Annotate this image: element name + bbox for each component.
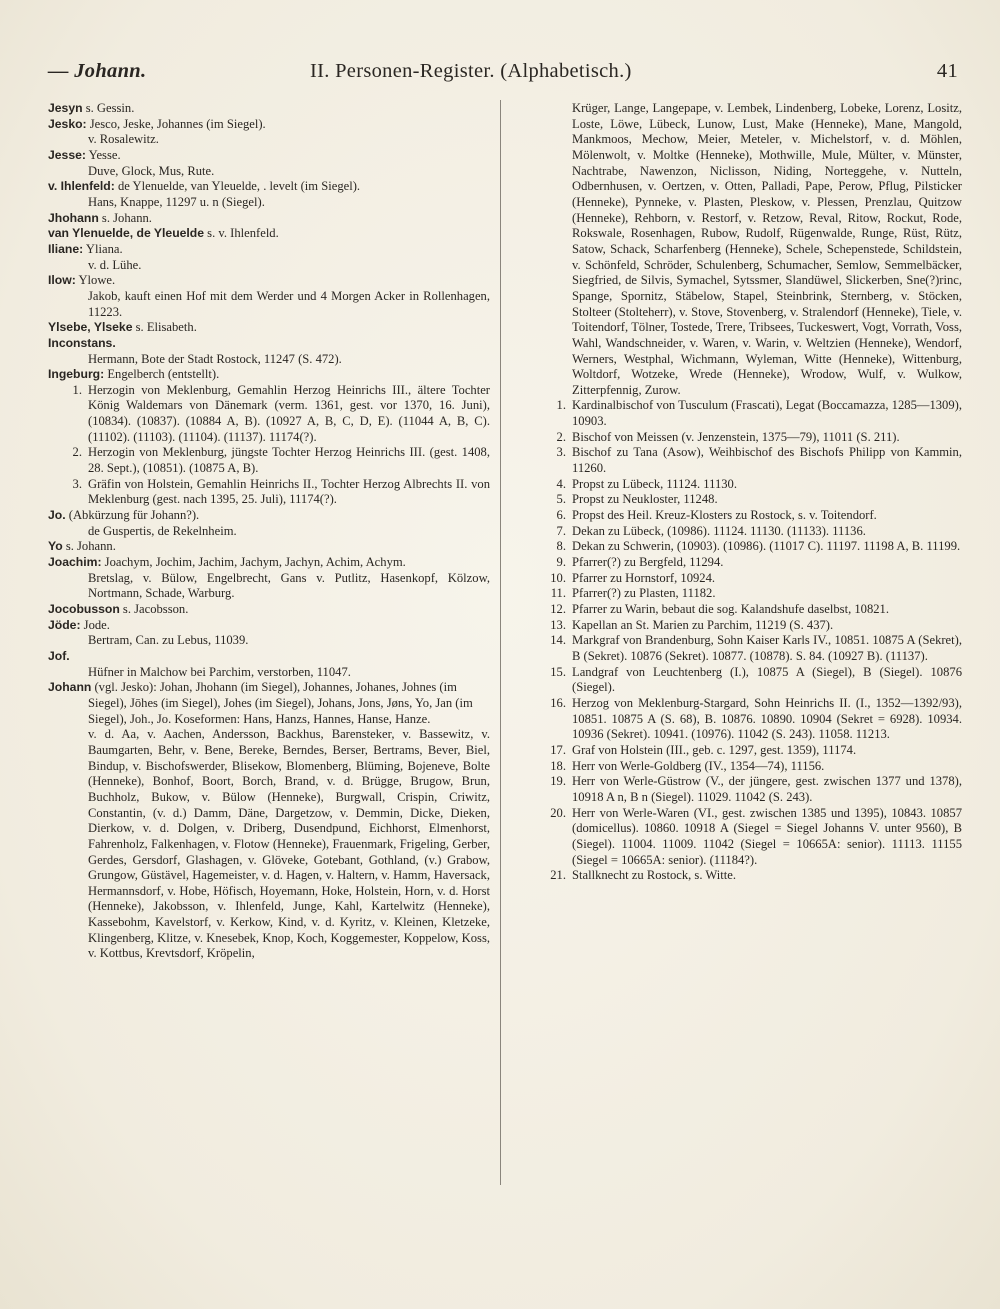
register-entry (48, 242, 490, 258)
entry-headword: Jesko: (48, 116, 87, 131)
entry-text: s. Johann. (62, 539, 116, 554)
subentry-text: Herr von Werle-Waren (VI., gest. zwischen 1385 und 1395), 10843. 10857 (domicellus). 10860. 10918 A (Siegel = Siegel Johanns V. unter 9560), B (Siegel). 11004. 11009. 11042 (Siegel = 10665A: senior). 11113. 11155 (Siegel = 10665A: senior). (11184?). (572, 805, 962, 867)
subentry-text: Kapellan an St. Marien zu Parchim, 11219 (S. 437). (572, 617, 834, 632)
subentry-text: Propst zu Lübeck, 11124. 11130. (572, 476, 737, 491)
subentry-text: Bischof von Meissen (v. Jenzenstein, 1375—79), 11011 (S. 211). (572, 429, 900, 444)
entry-headword: Yo (48, 539, 63, 554)
subentry-text: Pfarrer(?) zu Bergfeld, 11294. (572, 555, 724, 570)
subentry-number: 5. (556, 492, 566, 507)
entry-text: Joachym, Jochim, Jachim, Jachym, Jachyn, Achim, Achym. (101, 555, 406, 570)
subentry-number: 2. (556, 429, 566, 444)
numbered-subentry (532, 806, 962, 869)
register-entry (48, 680, 490, 727)
subentry-text: Herr von Werle-Güstrow (V., der jüngere, gest. zwischen 1377 und 1378), 10918 A n, B n (Siegel). 11029. 11042 (S. 243). (572, 774, 962, 804)
numbered-subentry (532, 477, 962, 493)
entry-headword: Jesse: (48, 147, 86, 162)
register-entry (48, 602, 490, 618)
entry-text: Yliana. (83, 241, 123, 256)
entry-headword: van Ylenuelde, de Yleuelde (48, 226, 205, 241)
subentry-text: Gräfin von Holstein, Gemahlin Heinrichs II., Tochter Herzog Albrechts II. von Meklenburg (gest. nach 1395, 25. Juli), 11174(?). (88, 476, 490, 507)
subentry-text: Bischof zu Tana (Asow), Weihbischof des Bischofs Philipp von Kammin, 11260. (572, 445, 962, 476)
numbered-subentry (532, 524, 962, 540)
entry-continuation: de Guspertis, de Rekelnheim. (88, 523, 237, 538)
register-entry (48, 117, 490, 133)
numbered-subentry (532, 618, 962, 634)
subentry-text: Propst des Heil. Kreuz-Klosters zu Rostock, s. v. Toitendorf. (572, 508, 877, 523)
numbered-subentry (532, 868, 962, 884)
entry-headword: Jocobusson (48, 602, 120, 616)
subentry-number: 1. (556, 398, 566, 413)
subentry-text: Pfarrer zu Hornstorf, 10924. (572, 570, 716, 585)
entry-text: s. v. Ihlenfeld. (204, 226, 279, 241)
entry-continuation: Hermann, Bote der Stadt Rostock, 11247 (S. 472). (88, 351, 342, 366)
numbered-subentry (532, 586, 962, 602)
subentry-number: 13. (550, 617, 566, 632)
subentry-number: 20. (550, 805, 566, 820)
numbered-subentry (532, 696, 962, 743)
numbered-subentry (532, 571, 962, 587)
subentry-text: Herzogin von Meklenburg, Gemahlin Herzog Heinrichs III., ältere Tochter König Waldemars von Dänemark (verm. 1361, gest. vor 1370, 16. Juni), (10834). (10837). (10884 A, B). (10927 A, B, C, D, E). (11044 A, B, C). (11102). (11103). (11104). (11137). 11174(?). (88, 382, 490, 444)
entry-text: s. Gessin. (82, 101, 135, 115)
numbered-subentry (532, 445, 962, 476)
subentry-number: 14. (550, 633, 566, 648)
entry-headword: Johann (48, 680, 92, 695)
numbered-subentry (532, 398, 962, 429)
subentry-number: 1. (72, 382, 82, 397)
subentry-number: 12. (550, 602, 566, 616)
entry-continuation: Duve, Glock, Mus, Rute. (88, 163, 215, 178)
entry-continuation: Bertram, Can. zu Lebus, 11039. (88, 633, 249, 648)
subentry-number: 19. (550, 774, 566, 789)
subentry-number: 16. (550, 695, 566, 710)
subentry-number: 8. (556, 539, 566, 554)
numbered-subentry (532, 743, 962, 759)
subentry-number: 2. (72, 445, 82, 460)
entry-continuation: Hüfner in Malchow bei Parchim, verstorben, 11047. (88, 664, 351, 679)
running-head-left: — Johann. (48, 60, 147, 82)
numbered-subentry (532, 555, 962, 571)
entry-text: Jode. (80, 617, 110, 632)
entry-text: Jesco, Jeske, Johannes (im Siegel). (86, 116, 266, 131)
numbered-subentry (48, 383, 490, 446)
subentry-text: Kardinalbischof von Tusculum (Frascati), Legat (Boccamazza, 1285—1309), 10903. (572, 398, 962, 429)
entry-text: Yesse. (85, 147, 121, 162)
entry-headword: Ylsebe, Ylseke (48, 320, 133, 335)
subentry-text: Herr von Werle-Goldberg (IV., 1354—74), 11156. (572, 758, 825, 773)
subentry-text: Graf von Holstein (III., geb. c. 1297, gest. 1359), 11174. (572, 742, 857, 757)
subentry-number: 15. (550, 664, 566, 679)
entry-continuation: v. Rosalewitz. (88, 132, 159, 147)
entry-continuation: v. d. Aa, v. Aachen, Andersson, Backhus, Barensteker, v. Bassewitz, v. Baumgarten, Behr, v. Bene, Bereke, Berndes, Berser, Bertrams, Bever, Biel, Bindup, v. Bischofswerder, Blisekow, Blomenberg, Blüming, Bojeneve, Bolte (Henneke), Bonhof, Boort, Borch, Brand, v. d. Brügge, Brugow, Brun, Buchholz, Bukow, v. Bülow (Henneke), Burgwall, Crispin, Criwitz, Constantin, (v. d.) Damm, Däne, Dargetzow, v. Demmin, Dicke, Dieken, Dierkow, v. d. Dolgen, v. Driberg, Dusendpund, Eichhorst, Elmenhorst, Fahrenholz, Falkenhagen, v. Flotow (Henneke), Frauenmark, Frigeling, Gerber, Gerdes, Gersdorf, Glashagen, v. Glöveke, Gotebant, Gothland, (v.) Grabow, Grungow, Güstävel, Hagemeister, v. d. Hagen, v. Haltern, v. Hamm, Haversack, Hermannsdorf, v. Hobe, Höfisch, Hoyemann, Hoke, Holstein, Horn, v. d. Horst (Henneke), Jakobsson, v. Ihlenfeld, Junge, Kahl, Kartelwitz (Henneke), Kassebohm, Kavelstorf, v. Kerkow, Kind, v. d. Kyritz, v. Kleinen, Kletzeke, Klingenberg, Klitze, v. Knesebek, Knop, Koch, Koggemester, Koppelow, Koss, v. Kottbus, Krevtsdorf, Kröpelin, (88, 727, 490, 961)
subentry-text: Dekan zu Lübeck, (10986). 11124. 11130. (11133). 11136. (572, 523, 866, 538)
register-entry (48, 555, 490, 571)
numbered-subentry (532, 633, 962, 664)
subentry-number: 4. (556, 476, 566, 491)
subentry-number: 3. (556, 445, 566, 460)
register-entry (48, 211, 490, 227)
subentry-text: Dekan zu Schwerin, (10903). (10986). (11017 C). 11197. 11198 A, B. 11199. (572, 539, 961, 554)
entry-text: s. Jacobsson. (119, 602, 189, 616)
register-entry (48, 618, 490, 634)
subentry-number: 3. (72, 476, 82, 491)
numbered-subentry (532, 665, 962, 696)
numbered-subentry (532, 759, 962, 775)
entry-text: Ylowe. (75, 273, 116, 288)
register-entry (48, 226, 490, 242)
entry-headword: Ilow: (48, 273, 76, 288)
numbered-subentry (532, 602, 962, 618)
page-header (48, 58, 958, 88)
left-column (48, 101, 490, 962)
subentry-text: Markgraf von Brandenburg, Sohn Kaiser Karls IV., 10851. 10875 A (Sekret), B (Sekret). 10876 (Sekret). 10877. (10878). S. 84. (10927 B). (11137). (572, 633, 962, 663)
entry-continuation: Krüger, Lange, Langepape, v. Lembek, Lindenberg, Lobeke, Lorenz, Lositz, Loste, Löwe, Lübeck, Lunow, Lust, Make (Henneke), Mane, Mangold, Mankmoos, Mechow, Meier, Meteler, v. Michelstorf, v. d. Möhlen, Mölenwolt, v. Moltke (Henneke), Mothwille, Mule, Mülter, v. Münster, Nachtrabe, Nawenzon, Niclisson, Niding, Norteggehe, v. Nutteln, Odbernhusen, v. Oertzen, v. Otten, Palladi, Pape, Perow, Pflug, Pilsticker (Henneke), Pynneke, v. Plasten, Pleskow, v. Plessen, Prenzlau, Quitzow (Henneke), Rehborn, v. Restorf, v. Retzow, Reval, Ritow, Rockut, Rode, Rokswale, Rosenhagen, Rubow, Rudolf, Rügenwalde, Runge, Rüst, Rütz, Satow, Schack, Scharfenberg (Henneke), Schele, Schepenstede, Schildstein, v. Schönfeld, Schröder, Schulenberg, Schumacher, Semlow, Semmelbäcker, Siegfried, de Silvis, Symachel, Sytssmer, Slandüwel, Slickerben, Sne(?)rinc, Spange, Spornitz, Stäbelow, Stapel, Steinbrink, Sternberg, v. Stöcken, Stolteer (Stolteherr), v. Stove, Stovenberg, v. Stralendorf (Henneke), Tiele, v. Toitendorf, Tölner, Tostede, Trere, Tribsees, Tuckeswert, Vogt, Vorrath, Voss, Wahl, Wandschneider, v. Waren, v. Warin, v. Weltzien (Henneke), Wendorf, Werners, Westphal, Wichmann, Wyleman, Witte (Henneke), Wittenburg, Woltdorf, Wotzeke, Wrede (Henneke), Wrodow, Wulf, v. Wulkow, Zitterpfennig, Zurow. (572, 101, 962, 397)
entry-headword: Joachim: (48, 555, 102, 570)
numbered-subentry (532, 774, 962, 805)
entry-headword: Jöde: (48, 617, 81, 632)
numbered-subentry (532, 539, 962, 555)
subentry-number: 7. (556, 523, 566, 538)
register-entry (48, 101, 490, 117)
numbered-subentry (532, 492, 962, 508)
entry-headword: Iliane: (48, 241, 84, 256)
subentry-text: Landgraf von Leuchtenberg (I.), 10875 A (Siegel), B (Siegel). 10876 (Siegel). (572, 664, 962, 695)
register-entry (48, 649, 490, 665)
entry-text: (vgl. Jesko): Johan, Jhohann (im Siegel), Johannes, Johanes, Johnes (im Siegel), Jōhes (im Siegel), Johes (im Siegel), Johans, Jons, Jøns, Yo, Jan (im Siegel), Joh., Jo. Koseformen: Hans, Hanzs, Hannes, Hanse, Hanze. (88, 680, 473, 726)
subentry-text: Propst zu Neukloster, 11248. (572, 492, 718, 507)
numbered-subentry (48, 445, 490, 476)
entry-headword: Jesyn (48, 101, 83, 115)
subentry-text: Pfarrer zu Warin, bebaut die sog. Kalandshufe daselbst, 10821. (572, 602, 890, 616)
entry-text: de Ylenuelde, van Yleuelde, . levelt (im Siegel). (114, 179, 361, 194)
entry-headword: Inconstans. (48, 335, 116, 350)
register-entry (48, 320, 490, 336)
register-entry (48, 179, 490, 195)
register-entry (48, 148, 490, 164)
subentry-number: 18. (550, 758, 566, 773)
entry-headword: Ingeburg: (48, 367, 105, 382)
subentry-number: 10. (550, 570, 566, 585)
entry-headword: Jof. (48, 648, 70, 663)
numbered-subentry (532, 508, 962, 524)
entry-continuation: v. d. Lühe. (88, 257, 142, 272)
register-entry (48, 367, 490, 383)
entry-continuation: Hans, Knappe, 11297 u. n (Siegel). (88, 194, 265, 209)
entry-headword: v. Ihlenfeld: (48, 179, 115, 194)
register-entry (48, 336, 490, 352)
numbered-subentry (48, 477, 490, 508)
entry-text: s. Johann. (98, 210, 152, 225)
subentry-number: 21. (550, 868, 566, 883)
register-entry (48, 539, 490, 555)
entry-headword: Jo. (48, 508, 66, 523)
entry-continuation: Bretslag, v. Bülow, Engelbrecht, Gans v. Putlitz, Hasenkopf, Kölzow, Nortmann, Schade, Warburg. (88, 570, 490, 601)
entry-text: s. Elisabeth. (132, 320, 197, 335)
subentry-text: Pfarrer(?) zu Plasten, 11182. (572, 586, 716, 601)
register-entry (48, 508, 490, 524)
numbered-subentry (532, 430, 962, 446)
running-head-title: II. Personen-Register. (Alphabetisch.) (310, 60, 632, 82)
right-column (532, 101, 962, 884)
entry-text: (Abkürzung für Johann?). (65, 508, 200, 523)
page-number: 41 (936, 60, 958, 82)
subentry-text: Stallknecht zu Rostock, s. Witte. (572, 868, 737, 883)
subentry-number: 17. (550, 742, 566, 757)
subentry-number: 6. (556, 508, 566, 523)
column-divider (500, 100, 501, 1185)
register-entry (48, 273, 490, 289)
subentry-text: Herzog von Meklenburg-Stargard, Sohn Heinrichs II. (I., 1352—1392/93), 10851. 10875 A (S. 68), B. 10876. 10890. 10904 (Sekret = 6928). 10934. 10936 (Sekret). 10941. (10976). 11042 (S. 243). 11058. 11213. (572, 695, 962, 742)
entry-continuation: Jakob, kauft einen Hof mit dem Werder und 4 Morgen Acker in Rollenhagen, 11223. (88, 288, 490, 319)
entry-text: Engelberch (entstellt). (104, 367, 220, 382)
subentry-text: Herzogin von Meklenburg, jüngste Tochter Herzog Heinrichs III. (gest. 1408, 28. Sept.), (10851). (10875 A, B). (88, 445, 490, 476)
subentry-number: 11. (550, 586, 566, 601)
entry-headword: Jhohann (48, 210, 99, 225)
subentry-number: 9. (556, 555, 566, 570)
